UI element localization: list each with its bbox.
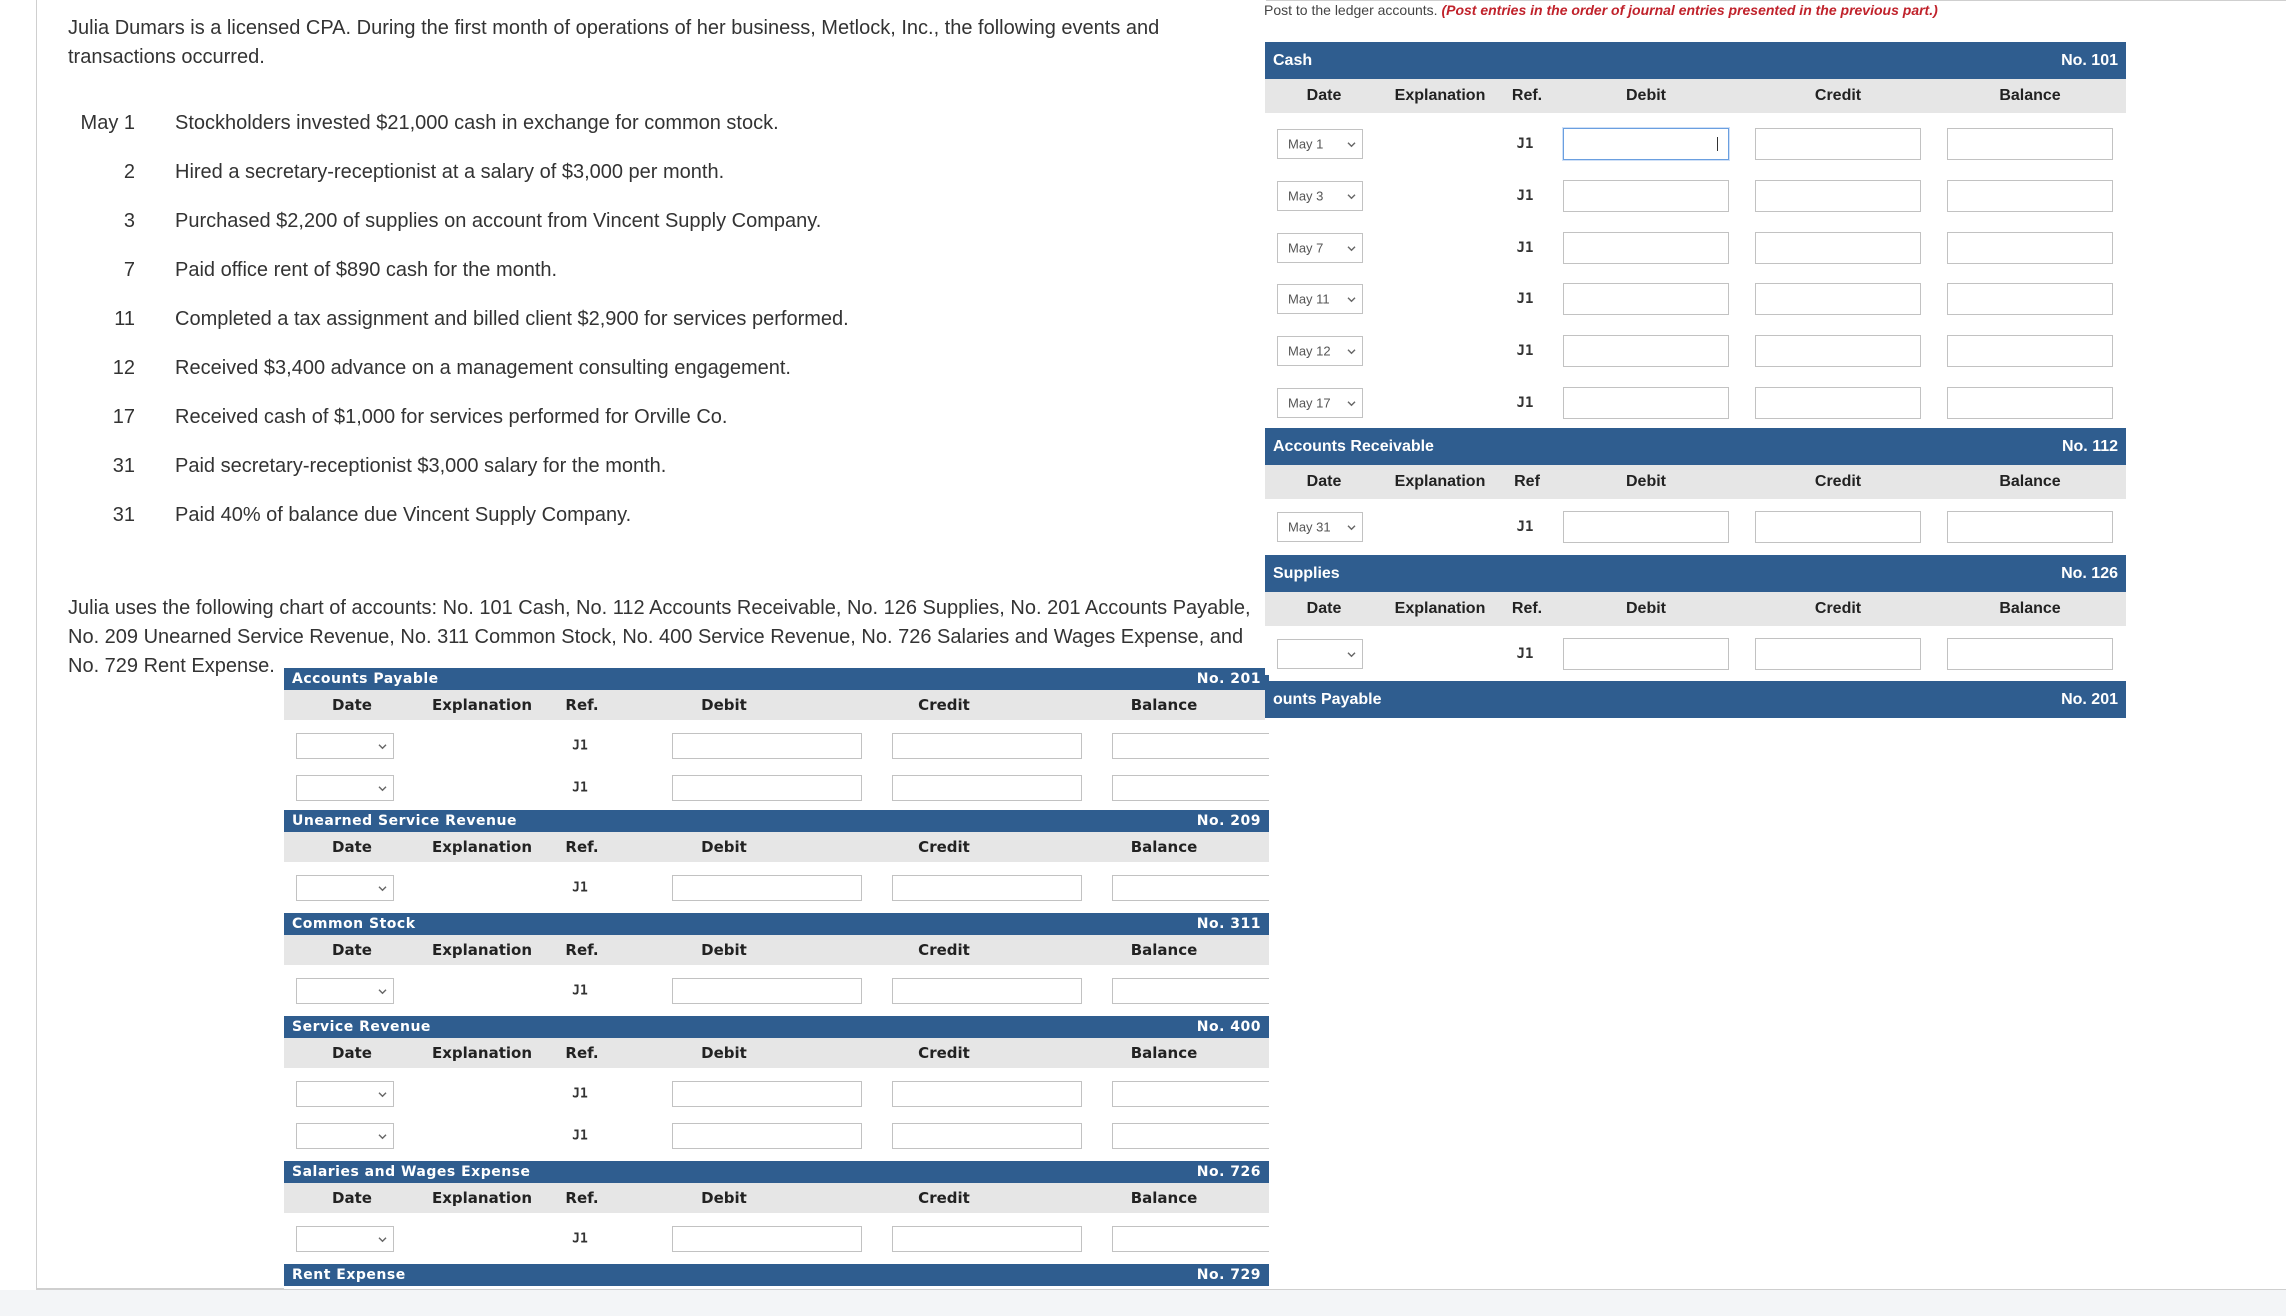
column-header-ref: Ref.: [1511, 87, 1543, 104]
date-select[interactable]: [1277, 233, 1363, 263]
event-description: Paid secretary-receptionist $3,000 salary for the month.: [175, 455, 667, 477]
credit-input[interactable]: [1755, 511, 1921, 543]
ledger-supplies: [1265, 555, 2126, 675]
column-header-ref: Ref: [1514, 473, 1540, 490]
column-header-credit: Credit: [918, 838, 970, 856]
event-description: Hired a secretary-receptionist at a salary of $3,000 per month.: [175, 161, 725, 183]
posting-ref: J1: [1516, 187, 1534, 204]
ledger-account-number: No. 209: [1196, 813, 1261, 829]
ledger-column-headers: [1265, 79, 2126, 113]
balance-input[interactable]: [1112, 1226, 1269, 1252]
event-date: May 1: [80, 112, 135, 134]
column-header-debit: Debit: [701, 1044, 747, 1062]
divider: [1264, 0, 2286, 1]
ledger-header: [284, 668, 1269, 690]
column-header-ref: Ref.: [565, 1044, 599, 1062]
ledger-column-headers: [284, 935, 1269, 965]
posting-ref: J1: [572, 1128, 588, 1144]
column-header-debit: Debit: [701, 941, 747, 959]
balance-input[interactable]: [1947, 283, 2113, 315]
ledger-account-name: Supplies: [1273, 564, 1340, 582]
posting-ref: J1: [1516, 395, 1534, 411]
column-header-credit: Credit: [918, 1189, 970, 1207]
date-select-value: May 1: [1288, 136, 1324, 152]
credit-input[interactable]: [892, 1226, 1082, 1252]
ledger-unearned-service-revenue: [284, 810, 1269, 910]
column-header-credit: Credit: [918, 941, 970, 959]
date-select[interactable]: [1277, 639, 1363, 669]
ledger-header: [284, 913, 1269, 935]
credit-input[interactable]: [1755, 638, 1921, 670]
event-date: 31: [112, 455, 135, 477]
column-header-balance: Balance: [1130, 696, 1198, 714]
event-date: 12: [112, 357, 135, 379]
debit-input[interactable]: [672, 875, 862, 901]
ledger-account-name: Accounts Payable: [292, 671, 439, 687]
posting-ref: J1: [572, 738, 588, 754]
balance-input[interactable]: [1112, 1123, 1269, 1149]
ledger-account-name: Accounts Receivable: [1273, 437, 1434, 455]
text-caret: [1717, 137, 1718, 151]
debit-input[interactable]: [1563, 387, 1729, 419]
date-select[interactable]: [1277, 336, 1363, 366]
debit-input[interactable]: [672, 978, 862, 1004]
column-header-explanation: Explanation: [431, 1189, 533, 1207]
chevron-down-icon: [1347, 519, 1356, 534]
chevron-down-icon: [378, 780, 387, 795]
ledger-account-name: Common Stock: [292, 916, 416, 932]
date-select[interactable]: [296, 1123, 394, 1149]
credit-input[interactable]: [1755, 387, 1921, 419]
column-header-debit: Debit: [701, 1189, 747, 1207]
credit-input[interactable]: [1755, 335, 1921, 367]
column-header-ref: Ref.: [1511, 600, 1543, 617]
debit-input[interactable]: [1563, 511, 1729, 543]
column-header-balance: Balance: [1999, 473, 2061, 490]
column-header-ref: Ref.: [565, 838, 599, 856]
ledger-service-revenue: [284, 1016, 1269, 1158]
chevron-down-icon: [378, 983, 387, 998]
chevron-down-icon: [378, 1086, 387, 1101]
chart-of-accounts-text: Julia uses the following chart of accounts: No. 101 Cash, No. 112 Accounts Receivable, No. 126 Supplies, No. 201 Accounts Payable, No. 209 Unearned Service Revenue, No. 311 Common Stock, No. 400 Service Revenue, No. 726 Salaries and Wages Expense, and No. 729 Rent Expense.: [68, 597, 1251, 677]
column-header-balance: Balance: [1999, 600, 2061, 617]
chevron-down-icon: [378, 880, 387, 895]
problem-intro: Julia Dumars is a licensed CPA. During the first month of operations of her business, Metlock, Inc., the following events and transactions occurred.: [68, 17, 1160, 68]
date-select[interactable]: [296, 775, 394, 801]
column-header-credit: Credit: [918, 696, 970, 714]
instructions-text: Post to the ledger accounts.: [1264, 2, 1438, 18]
ledger-ounts-payable: [1265, 681, 2126, 733]
credit-input[interactable]: [1755, 232, 1921, 264]
column-header-balance: Balance: [1999, 87, 2061, 104]
ledger-column-headers: [284, 1183, 1269, 1213]
event-description: Completed a tax assignment and billed client $2,900 for services performed.: [175, 308, 849, 330]
ledger-header: [1265, 428, 2126, 465]
column-header-ref: Ref.: [565, 941, 599, 959]
posting-ref: J1: [572, 1086, 588, 1102]
balance-input[interactable]: [1947, 511, 2113, 543]
column-header-balance: Balance: [1130, 1189, 1198, 1207]
ledger-accounts-payable: [284, 668, 1269, 805]
chevron-down-icon: [378, 1128, 387, 1143]
chevron-down-icon: [1347, 291, 1356, 306]
debit-input[interactable]: [672, 1123, 862, 1149]
ledger-column-headers: [284, 1038, 1269, 1068]
event-description: Purchased $2,200 of supplies on account from Vincent Supply Company.: [175, 210, 822, 232]
event-description: Paid office rent of $890 cash for the month.: [175, 259, 558, 281]
date-select-value: May 17: [1288, 395, 1331, 411]
posting-ref: J1: [572, 880, 588, 896]
ledger-account-number: No. 311: [1196, 916, 1261, 932]
column-header-credit: Credit: [1814, 600, 1862, 617]
date-select[interactable]: [296, 1226, 394, 1252]
debit-input[interactable]: [1563, 180, 1729, 212]
column-header-explanation: Explanation: [1394, 473, 1486, 490]
column-header-explanation: Explanation: [1394, 600, 1486, 617]
balance-input[interactable]: [1947, 232, 2113, 264]
ledger-header: [284, 1016, 1269, 1038]
ledger-column-headers: [284, 832, 1269, 862]
balance-input[interactable]: [1112, 875, 1269, 901]
ledger-account-name: Rent Expense: [292, 1267, 406, 1283]
divider: [36, 1289, 2286, 1290]
posting-ref: J1: [1516, 239, 1534, 256]
ledger-header: [1265, 681, 2126, 718]
event-description: Received $3,400 advance on a management consulting engagement.: [175, 357, 791, 379]
ledger-account-number: No. 126: [2061, 564, 2118, 582]
ledger-header: [284, 1264, 1269, 1286]
credit-input[interactable]: [892, 775, 1082, 801]
posting-ref: J1: [1516, 519, 1534, 535]
column-header-explanation: Explanation: [431, 696, 533, 714]
posting-ref: J1: [1516, 343, 1534, 360]
credit-input[interactable]: [892, 733, 1082, 759]
balance-input[interactable]: [1112, 1081, 1269, 1107]
posting-ref: J1: [1516, 291, 1534, 308]
column-header-credit: Credit: [1814, 473, 1862, 490]
debit-input[interactable]: [672, 1081, 862, 1107]
ledger-account-number: No. 400: [1196, 1019, 1261, 1035]
ledger-accounts-receivable: [1265, 428, 2126, 548]
ledger-cash: [1265, 42, 2126, 419]
column-header-date: Date: [1306, 87, 1342, 104]
event-date: 17: [112, 406, 135, 428]
event-date: 7: [123, 259, 135, 281]
ledger-column-headers: [1265, 465, 2126, 499]
chevron-down-icon: [1347, 343, 1356, 358]
date-select-value: May 7: [1288, 240, 1324, 256]
ledger-account-number: No. 201: [2061, 690, 2118, 708]
column-header-debit: Debit: [701, 696, 747, 714]
ledger-header: [284, 1161, 1269, 1183]
credit-input[interactable]: [892, 978, 1082, 1004]
credit-input[interactable]: [1755, 180, 1921, 212]
chevron-down-icon: [1347, 395, 1356, 410]
ledger-account-name: Cash: [1273, 51, 1313, 69]
debit-input[interactable]: [1563, 128, 1729, 160]
column-header-balance: Balance: [1130, 838, 1198, 856]
ledger-column-headers: [284, 690, 1269, 720]
column-header-credit: Credit: [1814, 87, 1862, 104]
ledger-column-headers: [1265, 592, 2126, 626]
column-header-credit: Credit: [918, 1044, 970, 1062]
debit-input[interactable]: [672, 775, 862, 801]
chevron-down-icon: [1347, 136, 1356, 151]
date-select[interactable]: [1277, 181, 1363, 211]
date-select[interactable]: [1277, 388, 1363, 418]
instructions-emphasis: (Post entries in the order of journal entries presented in the previous part.): [1441, 2, 1938, 18]
event-description: Stockholders invested $21,000 cash in exchange for common stock.: [175, 112, 779, 134]
posting-ref: J1: [572, 1231, 588, 1247]
debit-input[interactable]: [1563, 335, 1729, 367]
balance-input[interactable]: [1947, 638, 2113, 670]
posting-ref: J1: [572, 780, 588, 796]
credit-input[interactable]: [892, 1081, 1082, 1107]
debit-input[interactable]: [672, 1226, 862, 1252]
balance-input[interactable]: [1112, 775, 1269, 801]
date-select-value: May 31: [1288, 519, 1331, 535]
column-header-date: Date: [332, 696, 372, 714]
event-date: 31: [112, 504, 135, 526]
ledger-account-number: No. 726: [1196, 1164, 1261, 1180]
posting-ref: J1: [1516, 136, 1534, 152]
date-select[interactable]: [296, 733, 394, 759]
date-select[interactable]: [296, 1081, 394, 1107]
ledger-account-name: Service Revenue: [292, 1019, 431, 1035]
column-header-debit: Debit: [1626, 473, 1666, 490]
credit-input[interactable]: [892, 875, 1082, 901]
ledger-header: [1265, 555, 2126, 592]
event-date: 2: [123, 161, 135, 183]
posting-ref: J1: [1516, 646, 1534, 662]
balance-input[interactable]: [1112, 978, 1269, 1004]
ledger-account-name: Unearned Service Revenue: [292, 813, 517, 829]
debit-input[interactable]: [1563, 283, 1729, 315]
posting-ref: J1: [572, 983, 588, 999]
credit-input[interactable]: [1755, 283, 1921, 315]
column-header-explanation: Explanation: [431, 1044, 533, 1062]
column-header-ref: Ref.: [565, 696, 599, 714]
chevron-down-icon: [1347, 239, 1356, 254]
ledger-account-name: ounts Payable: [1273, 690, 1382, 708]
ledger-header: [284, 810, 1269, 832]
column-header-date: Date: [332, 1044, 372, 1062]
column-header-ref: Ref.: [565, 1189, 599, 1207]
column-header-explanation: Explanation: [431, 941, 533, 959]
date-select[interactable]: [296, 978, 394, 1004]
column-header-debit: Debit: [1626, 87, 1666, 104]
balance-input[interactable]: [1947, 180, 2113, 212]
event-description: Paid 40% of balance due Vincent Supply Company.: [175, 504, 632, 526]
debit-input[interactable]: [1563, 232, 1729, 264]
page-bottom-strip: [0, 1290, 2286, 1316]
chevron-down-icon: [1347, 646, 1356, 661]
date-select-value: May 3: [1288, 188, 1324, 204]
column-header-date: Date: [1306, 600, 1342, 617]
ledger-header: [1265, 42, 2126, 79]
column-header-date: Date: [332, 1189, 372, 1207]
balance-input[interactable]: [1947, 128, 2113, 160]
ledger-account-number: No. 201: [1196, 671, 1261, 687]
ledger-rent-expense: [284, 1264, 1269, 1289]
date-select[interactable]: [296, 875, 394, 901]
credit-input[interactable]: [892, 1123, 1082, 1149]
debit-input[interactable]: [672, 733, 862, 759]
date-select[interactable]: [1277, 129, 1363, 159]
date-select-value: May 11: [1288, 291, 1330, 307]
problem-panel: [36, 0, 1266, 1289]
credit-input[interactable]: [1755, 128, 1921, 160]
chevron-down-icon: [378, 1231, 387, 1246]
ledger-account-name: Salaries and Wages Expense: [292, 1164, 531, 1180]
column-header-explanation: Explanation: [431, 838, 533, 856]
event-date: 3: [123, 210, 135, 232]
event-date: 11: [114, 308, 135, 330]
event-description: Received cash of $1,000 for services performed for Orville Co.: [175, 406, 728, 428]
ledger-account-number: No. 729: [1196, 1267, 1261, 1283]
ledger-salaries-and-wages-expense: [284, 1161, 1269, 1263]
column-header-date: Date: [1306, 473, 1342, 490]
balance-input[interactable]: [1947, 335, 2113, 367]
ledger-account-number: No. 101: [2061, 51, 2118, 69]
ledger-common-stock: [284, 913, 1269, 1015]
chevron-down-icon: [1347, 188, 1356, 203]
chevron-down-icon: [378, 738, 387, 753]
posting-instructions: [1264, 2, 1938, 18]
column-header-debit: Debit: [701, 838, 747, 856]
balance-input[interactable]: [1112, 733, 1269, 759]
debit-input[interactable]: [1563, 638, 1729, 670]
column-header-balance: Balance: [1130, 941, 1198, 959]
balance-input[interactable]: [1947, 387, 2113, 419]
column-header-date: Date: [332, 941, 372, 959]
column-header-balance: Balance: [1130, 1044, 1198, 1062]
ledger-account-number: No. 112: [2061, 437, 2118, 455]
date-select[interactable]: [1277, 512, 1363, 542]
column-header-date: Date: [332, 838, 372, 856]
date-select-value: May 12: [1288, 343, 1331, 359]
column-header-explanation: Explanation: [1394, 87, 1486, 104]
date-select[interactable]: [1277, 284, 1363, 314]
column-header-debit: Debit: [1626, 600, 1666, 617]
